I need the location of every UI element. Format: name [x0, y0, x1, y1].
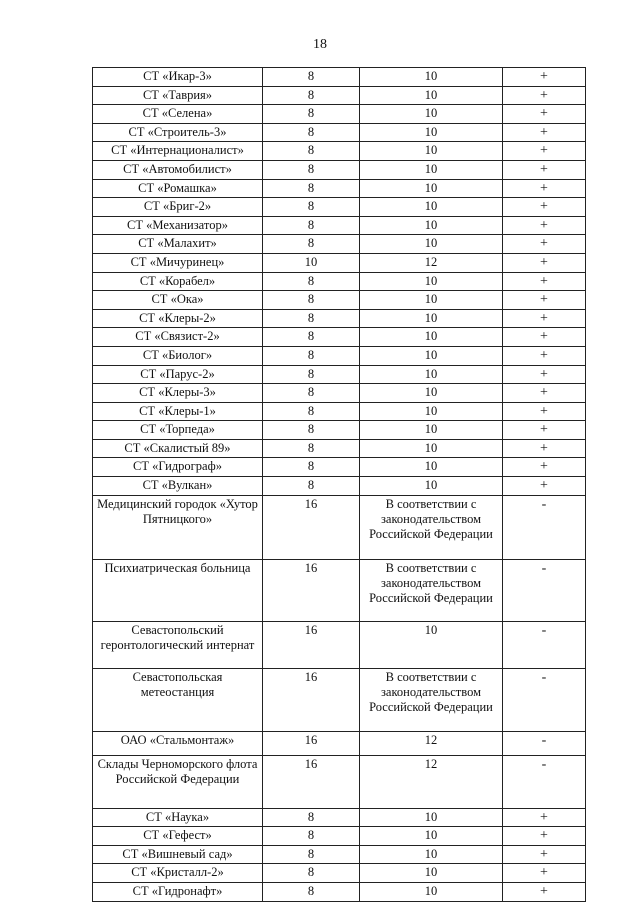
- row-mark-cell: +: [503, 883, 586, 902]
- row-mark-cell: +: [503, 346, 586, 365]
- row-mark-cell: +: [503, 291, 586, 310]
- row-value-cell: 8: [263, 384, 360, 403]
- row-value-cell: 10: [360, 621, 503, 668]
- row-value-cell: 8: [263, 123, 360, 142]
- row-name-cell: СТ «Скалистый 89»: [93, 439, 263, 458]
- table-row: [93, 621, 586, 668]
- row-value-cell: 8: [263, 86, 360, 105]
- row-name-cell: СТ «Таврия»: [93, 86, 263, 105]
- row-value-cell: 12: [360, 755, 503, 808]
- row-value-cell: 10: [263, 253, 360, 272]
- row-name-cell: СТ «Гидронафт»: [93, 883, 263, 902]
- table-row: [93, 731, 586, 755]
- row-name-cell: СТ «Автомобилист»: [93, 160, 263, 179]
- row-name-cell: СТ «Ромашка»: [93, 179, 263, 198]
- table-row: [93, 328, 586, 347]
- row-value-cell: 10: [360, 477, 503, 496]
- row-name-cell: СТ «Кристалл-2»: [93, 864, 263, 883]
- row-mark-cell: +: [503, 477, 586, 496]
- table-row: [93, 883, 586, 902]
- row-value-cell: 10: [360, 272, 503, 291]
- row-value-cell: 8: [263, 346, 360, 365]
- row-value-cell: 16: [263, 559, 360, 621]
- row-value-cell: 10: [360, 235, 503, 254]
- row-value-cell: 8: [263, 439, 360, 458]
- row-value-cell: 8: [263, 68, 360, 87]
- row-value-cell: 10: [360, 291, 503, 310]
- row-mark-cell: +: [503, 328, 586, 347]
- table-row: [93, 179, 586, 198]
- row-value-cell: 10: [360, 883, 503, 902]
- row-value-cell: 10: [360, 845, 503, 864]
- row-value-cell: 8: [263, 808, 360, 827]
- row-name-cell: Склады Черноморского флота Российской Федерации: [93, 755, 263, 808]
- row-value-cell: 12: [360, 731, 503, 755]
- row-mark-cell: -: [503, 621, 586, 668]
- row-mark-cell: +: [503, 105, 586, 124]
- row-value-cell: 10: [360, 365, 503, 384]
- table-row: [93, 142, 586, 161]
- row-value-cell: 10: [360, 123, 503, 142]
- row-value-cell: 10: [360, 198, 503, 217]
- table-row: [93, 668, 586, 731]
- row-name-cell: СТ «Клеры-1»: [93, 402, 263, 421]
- table-row: [93, 198, 586, 217]
- table-row: [93, 559, 586, 621]
- row-mark-cell: +: [503, 808, 586, 827]
- table-row: [93, 827, 586, 846]
- row-name-cell: СТ «Гефест»: [93, 827, 263, 846]
- table-body: [93, 68, 586, 902]
- table-row: [93, 864, 586, 883]
- table-row: [93, 495, 586, 559]
- row-value-cell: 8: [263, 216, 360, 235]
- row-mark-cell: +: [503, 160, 586, 179]
- row-mark-cell: +: [503, 86, 586, 105]
- row-value-cell: 8: [263, 179, 360, 198]
- row-value-cell: В соответствии с законодательством Российской Федерации: [360, 559, 503, 621]
- row-name-cell: СТ «Гидрограф»: [93, 458, 263, 477]
- table-row: [93, 235, 586, 254]
- document-table: [92, 67, 586, 902]
- row-mark-cell: +: [503, 402, 586, 421]
- row-mark-cell: +: [503, 458, 586, 477]
- row-value-cell: 8: [263, 291, 360, 310]
- row-value-cell: 10: [360, 864, 503, 883]
- row-value-cell: 8: [263, 235, 360, 254]
- row-value-cell: 8: [263, 198, 360, 217]
- row-mark-cell: -: [503, 495, 586, 559]
- row-name-cell: СТ «Мичуринец»: [93, 253, 263, 272]
- row-value-cell: 10: [360, 142, 503, 161]
- row-name-cell: СТ «Наука»: [93, 808, 263, 827]
- page-number: 18: [313, 37, 327, 52]
- table-row: [93, 272, 586, 291]
- row-value-cell: 8: [263, 402, 360, 421]
- table-row: [93, 68, 586, 87]
- row-name-cell: СТ «Клеры-2»: [93, 309, 263, 328]
- row-value-cell: 8: [263, 827, 360, 846]
- table-row: [93, 808, 586, 827]
- table-row: [93, 845, 586, 864]
- row-mark-cell: +: [503, 253, 586, 272]
- row-name-cell: СТ «Корабел»: [93, 272, 263, 291]
- table-row: [93, 384, 586, 403]
- row-value-cell: 8: [263, 458, 360, 477]
- row-value-cell: 10: [360, 105, 503, 124]
- row-name-cell: СТ «Связист-2»: [93, 328, 263, 347]
- row-value-cell: 10: [360, 458, 503, 477]
- row-name-cell: СТ «Селена»: [93, 105, 263, 124]
- row-mark-cell: +: [503, 309, 586, 328]
- table-row: [93, 160, 586, 179]
- row-value-cell: В соответствии с законодательством Российской Федерации: [360, 495, 503, 559]
- row-value-cell: 10: [360, 179, 503, 198]
- row-name-cell: Севастопольский геронтологический интернат: [93, 621, 263, 668]
- row-mark-cell: -: [503, 755, 586, 808]
- row-value-cell: 8: [263, 477, 360, 496]
- row-value-cell: В соответствии с законодательством Российской Федерации: [360, 668, 503, 731]
- row-name-cell: СТ «Интернационалист»: [93, 142, 263, 161]
- row-name-cell: СТ «Вишневый сад»: [93, 845, 263, 864]
- row-value-cell: 10: [360, 86, 503, 105]
- row-value-cell: 16: [263, 731, 360, 755]
- row-value-cell: 10: [360, 346, 503, 365]
- row-value-cell: 10: [360, 421, 503, 440]
- row-name-cell: СТ «Строитель-3»: [93, 123, 263, 142]
- row-mark-cell: +: [503, 827, 586, 846]
- row-value-cell: 10: [360, 309, 503, 328]
- row-value-cell: 10: [360, 439, 503, 458]
- row-value-cell: 10: [360, 808, 503, 827]
- row-mark-cell: +: [503, 68, 586, 87]
- row-mark-cell: +: [503, 216, 586, 235]
- row-mark-cell: -: [503, 668, 586, 731]
- row-mark-cell: -: [503, 731, 586, 755]
- row-value-cell: 8: [263, 883, 360, 902]
- row-value-cell: 8: [263, 142, 360, 161]
- row-value-cell: 12: [360, 253, 503, 272]
- row-value-cell: 8: [263, 309, 360, 328]
- row-value-cell: 8: [263, 272, 360, 291]
- table-row: [93, 755, 586, 808]
- row-mark-cell: +: [503, 272, 586, 291]
- row-name-cell: СТ «Парус-2»: [93, 365, 263, 384]
- row-mark-cell: +: [503, 142, 586, 161]
- table-row: [93, 86, 586, 105]
- row-value-cell: 16: [263, 495, 360, 559]
- table-row: [93, 123, 586, 142]
- row-value-cell: 8: [263, 365, 360, 384]
- row-name-cell: ОАО «Стальмонтаж»: [93, 731, 263, 755]
- row-value-cell: 8: [263, 864, 360, 883]
- row-value-cell: 16: [263, 755, 360, 808]
- row-value-cell: 16: [263, 621, 360, 668]
- table-row: [93, 402, 586, 421]
- row-value-cell: 10: [360, 384, 503, 403]
- table-row: [93, 105, 586, 124]
- row-name-cell: Севастопольская метеостанция: [93, 668, 263, 731]
- table-row: [93, 439, 586, 458]
- table-row: [93, 291, 586, 310]
- row-value-cell: 10: [360, 402, 503, 421]
- row-mark-cell: +: [503, 421, 586, 440]
- row-mark-cell: +: [503, 198, 586, 217]
- table-row: [93, 458, 586, 477]
- row-name-cell: СТ «Вулкан»: [93, 477, 263, 496]
- row-name-cell: СТ «Икар-3»: [93, 68, 263, 87]
- row-mark-cell: +: [503, 384, 586, 403]
- row-name-cell: СТ «Ока»: [93, 291, 263, 310]
- row-value-cell: 16: [263, 668, 360, 731]
- row-mark-cell: +: [503, 179, 586, 198]
- table-row: [93, 477, 586, 496]
- table-row: [93, 346, 586, 365]
- table-row: [93, 309, 586, 328]
- row-name-cell: СТ «Механизатор»: [93, 216, 263, 235]
- row-name-cell: Медицинский городок «Хутор Пятницкого»: [93, 495, 263, 559]
- row-value-cell: 8: [263, 328, 360, 347]
- row-name-cell: СТ «Малахит»: [93, 235, 263, 254]
- row-name-cell: СТ «Бриг-2»: [93, 198, 263, 217]
- row-value-cell: 8: [263, 421, 360, 440]
- row-value-cell: 10: [360, 216, 503, 235]
- row-mark-cell: +: [503, 864, 586, 883]
- row-value-cell: 8: [263, 160, 360, 179]
- row-name-cell: СТ «Торпеда»: [93, 421, 263, 440]
- row-name-cell: Психиатрическая больница: [93, 559, 263, 621]
- table-row: [93, 421, 586, 440]
- row-value-cell: 8: [263, 105, 360, 124]
- row-value-cell: 10: [360, 827, 503, 846]
- row-mark-cell: +: [503, 845, 586, 864]
- row-mark-cell: +: [503, 235, 586, 254]
- table-row: [93, 365, 586, 384]
- row-mark-cell: +: [503, 365, 586, 384]
- row-value-cell: 10: [360, 328, 503, 347]
- row-value-cell: 8: [263, 845, 360, 864]
- row-value-cell: 10: [360, 160, 503, 179]
- table-row: [93, 253, 586, 272]
- row-mark-cell: +: [503, 123, 586, 142]
- row-value-cell: 10: [360, 68, 503, 87]
- table-row: [93, 216, 586, 235]
- row-mark-cell: +: [503, 439, 586, 458]
- row-name-cell: СТ «Биолог»: [93, 346, 263, 365]
- row-name-cell: СТ «Клеры-3»: [93, 384, 263, 403]
- row-mark-cell: -: [503, 559, 586, 621]
